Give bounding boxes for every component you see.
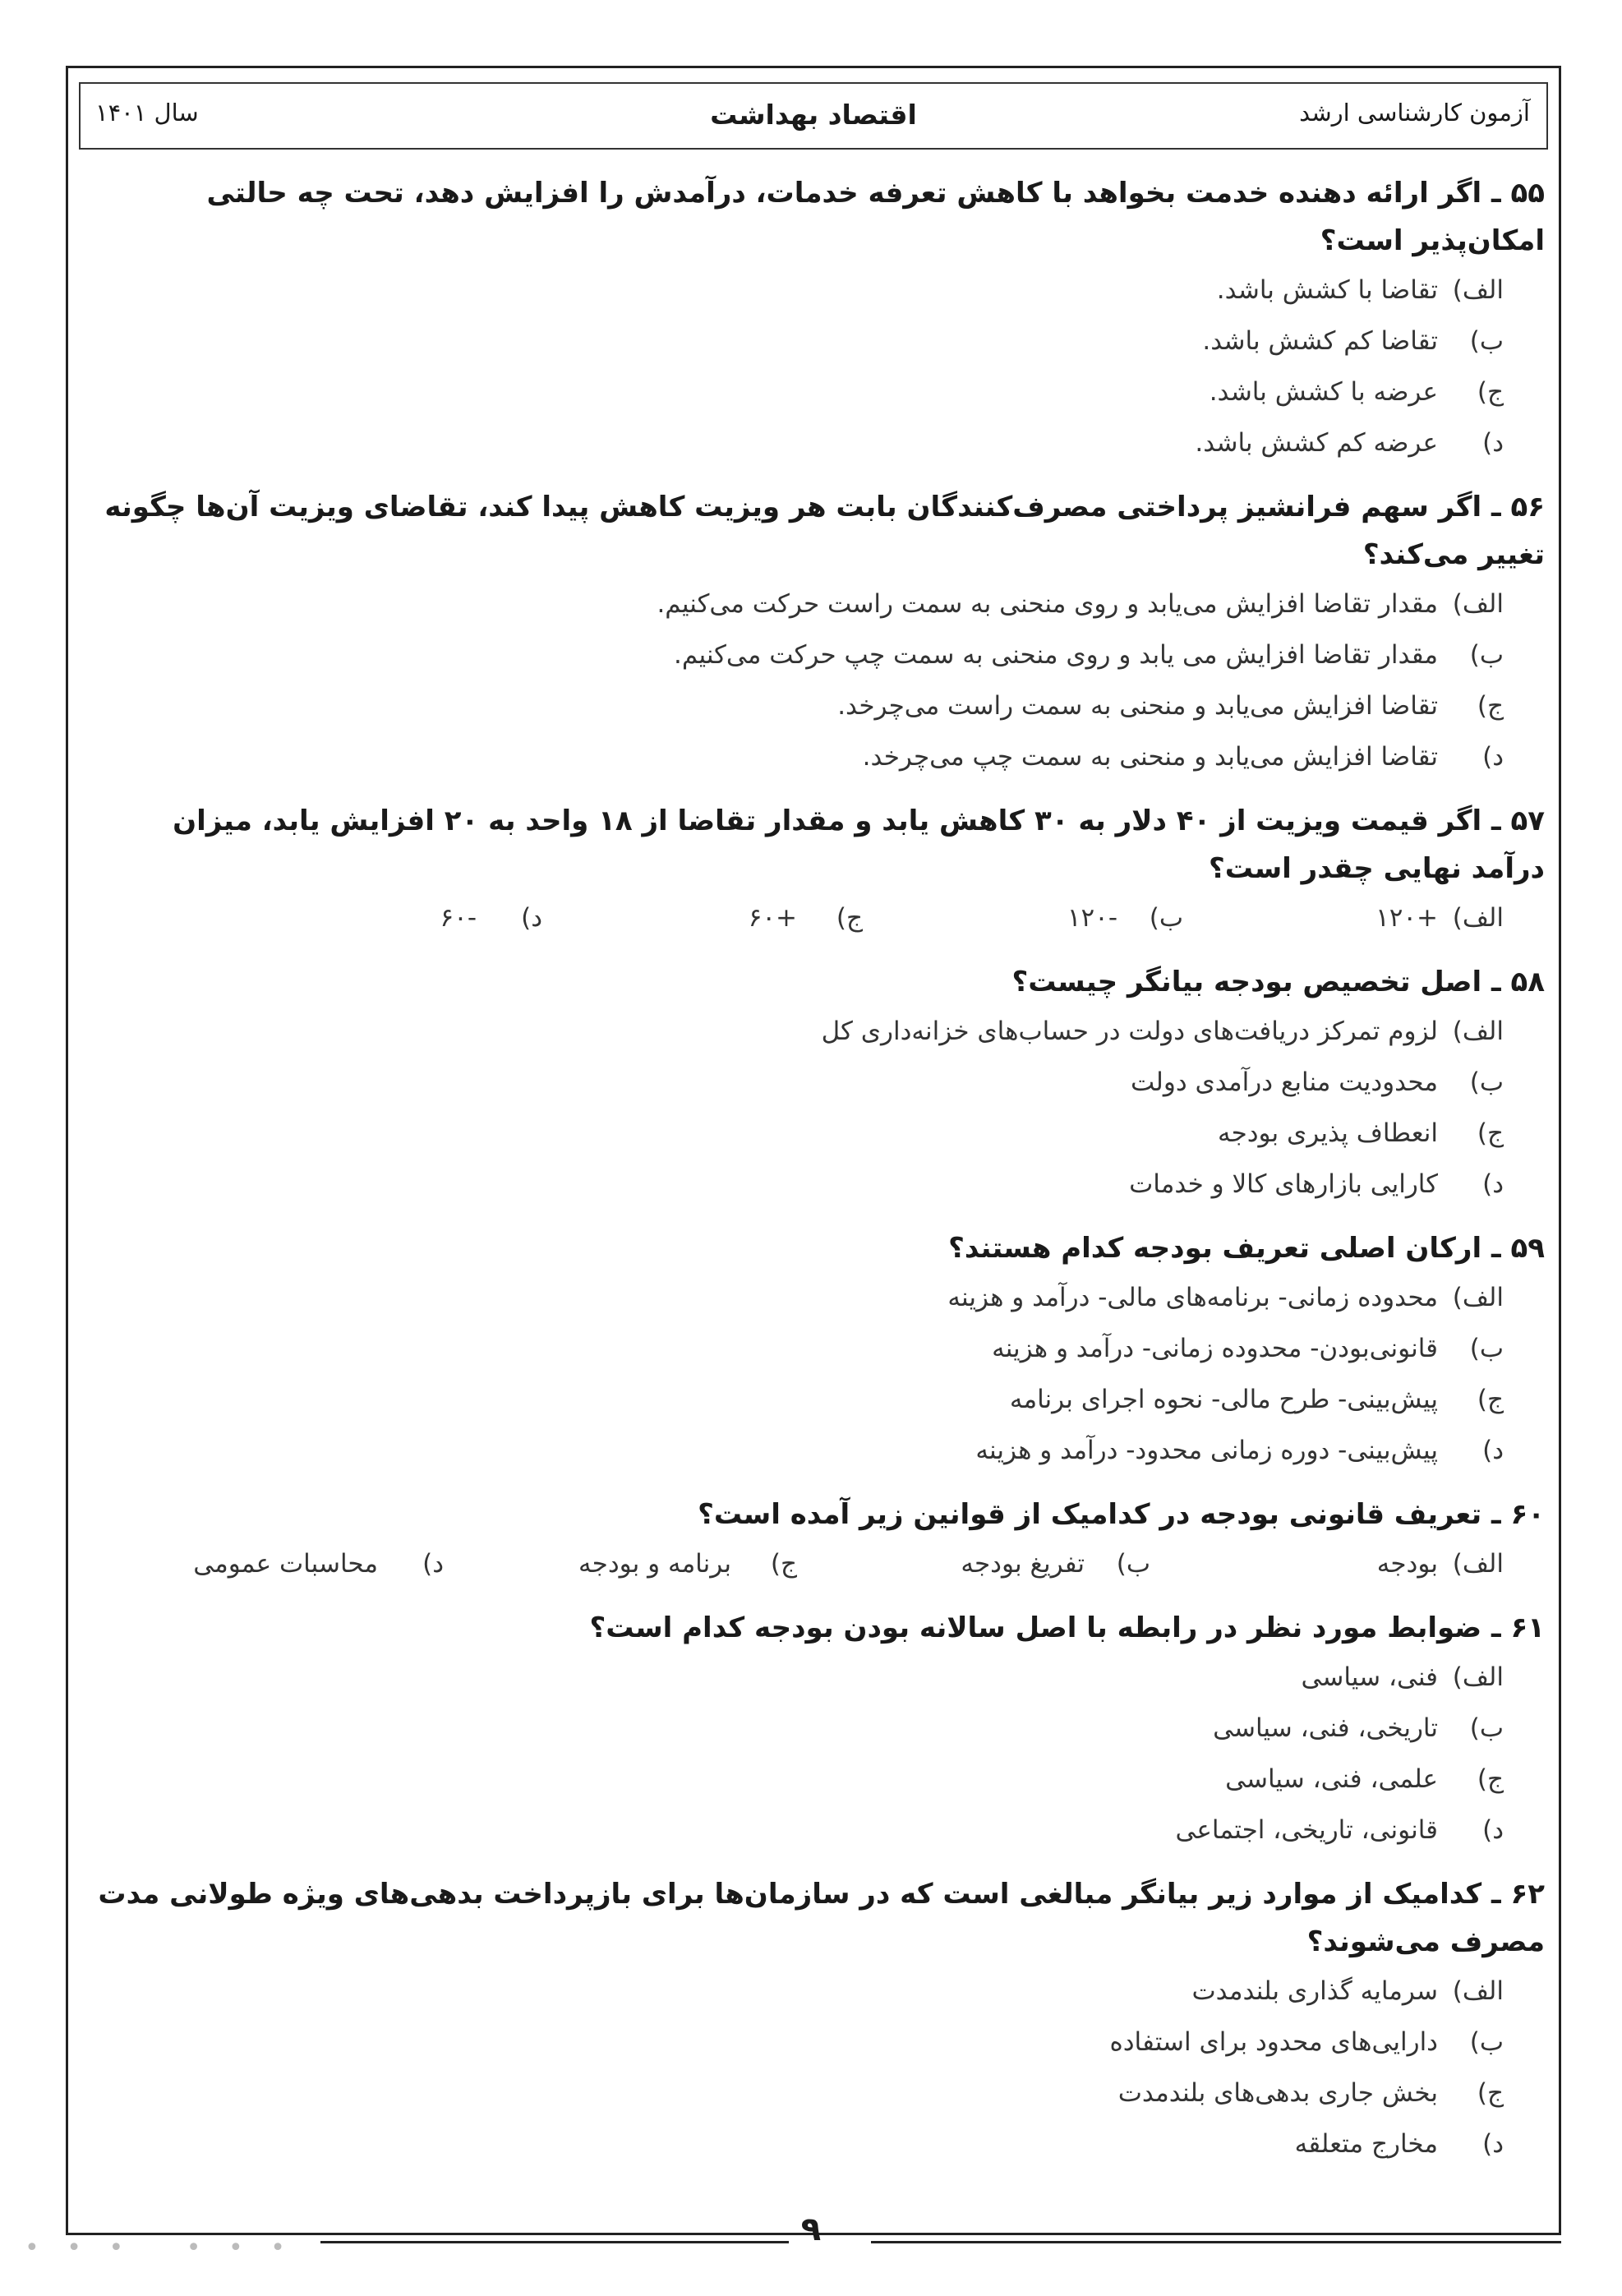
question-number: ۵۸ ـ [1491,966,1545,998]
choice-dal[interactable] [90,731,1504,782]
choice-label: الف) [1452,589,1504,619]
choice-list [90,1006,1545,1210]
choice-label: ب) [1469,640,1504,670]
choice-alef[interactable] [1150,1538,1504,1589]
choice-alef[interactable] [90,1652,1504,1703]
question-55 [90,169,1545,468]
question-number: ۶۰ ـ [1491,1498,1545,1531]
choice-label: ب) [1469,1067,1504,1097]
choice-alef[interactable] [90,579,1504,629]
choice-text: کارایی بازارهای کالا و خدمات [1129,1169,1438,1199]
choice-label: د) [1482,428,1504,458]
choice-alef[interactable] [90,1966,1504,2017]
choice-text: پیش‌بینی- طرح مالی- نحوه اجرای برنامه [1009,1385,1438,1414]
question-text: اگر سهم فرانشیز پرداختی مصرف‌کنندگان بابت هر ویزیت کاهش پیدا کند، تقاضای ویزیت آن‌ها چگونه تغییر می‌کند؟ [104,491,1545,571]
exam-title: آزمون کارشناسی ارشد [1299,99,1530,127]
question-text: ارکان اصلی تعریف بودجه کدام هستند؟ [948,1232,1482,1265]
choice-label: الف) [1452,1549,1504,1579]
choice-text: محدوده زمانی- برنامه‌های مالی- درآمد و هزینه [947,1283,1438,1312]
choice-label: الف) [1452,1017,1504,1046]
choice-dal[interactable] [90,417,1504,468]
question-58 [90,958,1545,1210]
choice-text: محاسبات عمومی [193,1549,378,1579]
choice-text: تفریغ بودجه [961,1549,1085,1579]
question-stem [90,169,1545,265]
choice-jim[interactable] [90,367,1504,417]
question-number: ۵۹ ـ [1491,1232,1545,1265]
choice-text: لزوم تمرکز دریافت‌های دولت در حساب‌های خزانه‌داری کل [821,1017,1438,1046]
choice-text: پیش‌بینی- دوره زمانی محدود- درآمد و هزینه [975,1436,1438,1465]
choice-text: تقاضا با کشش باشد. [1216,275,1438,305]
choice-label: ج) [1477,691,1504,721]
choice-list [90,579,1545,782]
question-text: اصل تخصیص بودجه بیانگر چیست؟ [1011,966,1482,998]
choice-label: ب) [1149,903,1183,933]
choice-text: قانونی‌بودن- محدوده زمانی- درآمد و هزینه [992,1334,1438,1363]
choice-be[interactable] [90,316,1504,367]
choice-text: انعطاف پذیری بودجه [1217,1118,1438,1148]
choice-text: برنامه و بودجه [578,1549,731,1579]
choice-be[interactable] [90,1323,1504,1374]
choice-label: ج) [1477,1118,1504,1148]
choice-label: د) [1482,742,1504,772]
choice-jim[interactable] [90,1108,1504,1159]
choice-dal[interactable] [90,1805,1504,1856]
subject-title: اقتصاد بهداشت [710,99,917,131]
choice-label: ج) [836,903,863,933]
choice-text: تقاضا کم کشش باشد. [1202,326,1438,356]
choice-jim[interactable] [444,1538,797,1589]
question-text: اگر ارائه دهنده خدمت بخواهد با کاهش تعرفه خدمات، درآمدش را افزایش دهد، تحت چه حالتی امکان‌پذیر است؟ [206,177,1545,257]
choice-label: د) [1482,1169,1504,1199]
choice-alef[interactable] [90,1272,1504,1323]
choice-text: بودجه [1376,1549,1438,1579]
question-number: ۵۵ ـ [1491,177,1545,210]
decorative-dots: • • • • • • [25,2234,295,2262]
choice-be[interactable] [90,629,1504,680]
question-text: کدامیک از موارد زیر بیانگر مبالغی است که در سازمان‌ها برای بازپرداخت بدهی‌های ویژه طولانی مدت مصرف می‌شوند؟ [98,1878,1545,1958]
choice-jim[interactable] [90,1374,1504,1425]
choice-label: الف) [1452,1283,1504,1312]
choice-dal[interactable] [222,892,542,943]
choice-text: تقاضا افزایش می‌یابد و منحنی به سمت راست می‌چرخد. [837,691,1438,721]
question-60 [90,1491,1545,1589]
choice-label: الف) [1452,1662,1504,1692]
question-59 [90,1224,1545,1476]
question-stem [90,1224,1545,1272]
choice-text: بخش جاری بدهی‌های بلندمدت [1117,2078,1438,2108]
question-61 [90,1604,1545,1856]
choice-dal[interactable] [90,1425,1504,1476]
choice-text: سرمایه گذاری بلندمدت [1191,1976,1438,2006]
choice-list [90,1538,1545,1589]
choice-jim[interactable] [90,2068,1504,2118]
choice-jim[interactable] [542,892,863,943]
choice-label: ب) [1469,1334,1504,1363]
question-stem [90,1491,1545,1538]
choice-text: -۶۰ [440,903,477,933]
choice-label: ج) [1477,1764,1504,1794]
choice-label: ب) [1469,326,1504,356]
choice-label: د) [422,1549,444,1579]
question-57 [90,797,1545,943]
choice-label: ج) [770,1549,797,1579]
choice-label: ب) [1116,1549,1150,1579]
question-62 [90,1870,1545,2169]
question-56 [90,483,1545,782]
question-number: ۶۲ ـ [1491,1878,1545,1911]
questions-list [90,169,1545,2184]
choice-text: علمی، فنی، سیاسی [1225,1764,1438,1794]
choice-list [90,892,1545,943]
choice-text: -۱۲۰ [1067,903,1117,933]
choice-label: د) [1482,1815,1504,1845]
choice-text: قانونی، تاریخی، اجتماعی [1175,1815,1438,1845]
choice-label: د) [1482,1436,1504,1465]
choice-be[interactable] [90,2017,1504,2068]
choice-text: تقاضا افزایش می‌یابد و منحنی به سمت چپ می‌چرخد. [862,742,1438,772]
choice-text: مقدار تقاضا افزایش می‌یابد و روی منحنی به سمت راست حرکت می‌کنیم. [657,589,1438,619]
choice-label: د) [521,903,542,933]
question-number: ۵۶ ـ [1491,491,1545,523]
choice-text: دارایی‌های محدود برای استفاده [1109,2027,1438,2057]
question-stem [90,797,1545,892]
choice-label: ج) [1477,1385,1504,1414]
question-number: ۵۷ ـ [1491,805,1545,837]
choice-alef[interactable] [1183,892,1504,943]
question-stem [90,483,1545,579]
page-header [79,82,1548,150]
question-text: تعریف قانونی بودجه در کدامیک از قوانین زیر آمده است؟ [698,1498,1482,1531]
choice-text: تاریخی، فنی، سیاسی [1213,1713,1438,1743]
choice-dal[interactable] [90,1159,1504,1210]
choice-text: فنی، سیاسی [1301,1662,1438,1692]
question-text: ضوابط مورد نظر در رابطه با اصل سالانه بودن بودجه کدام است؟ [589,1611,1482,1644]
choice-text: مقدار تقاضا افزایش می یابد و روی منحنی به سمت چپ حرکت می‌کنیم. [673,640,1438,670]
question-stem [90,958,1545,1006]
choice-text: عرضه کم کشش باشد. [1195,428,1438,458]
question-text: اگر قیمت ویزیت از ۴۰ دلار به ۳۰ کاهش یابد و مقدار تقاضا از ۱۸ واحد به ۲۰ افزایش یابد، میزان درآمد نهایی چقدر است؟ [173,805,1545,885]
choice-text: +۱۲۰ [1375,903,1438,933]
choice-alef[interactable] [90,265,1504,316]
choice-label: د) [1482,2129,1504,2159]
choice-text: مخارج متعلقه [1294,2129,1438,2159]
choice-jim[interactable] [90,1754,1504,1805]
exam-year: سال ۱۴۰۱ [95,99,199,127]
choice-text: محدودیت منابع درآمدی دولت [1130,1067,1438,1097]
choice-dal[interactable] [90,1538,444,1589]
choice-label: الف) [1452,1976,1504,2006]
choice-be[interactable] [797,1538,1150,1589]
choice-list [90,1966,1545,2169]
choice-label: ب) [1469,2027,1504,2057]
choice-list [90,265,1545,468]
choice-be[interactable] [90,1057,1504,1108]
choice-jim[interactable] [90,680,1504,731]
question-stem [90,1870,1545,1966]
choice-label: الف) [1452,903,1504,933]
question-number: ۶۱ ـ [1491,1611,1545,1644]
choice-alef[interactable] [90,1006,1504,1057]
choice-dal[interactable] [90,2118,1504,2169]
choice-label: الف) [1452,275,1504,305]
page-number: ۹ [800,2211,822,2248]
choice-label: ج) [1477,377,1504,407]
choice-label: ج) [1477,2078,1504,2108]
choice-list [90,1652,1545,1856]
choice-be[interactable] [863,892,1183,943]
choice-be[interactable] [90,1703,1504,1754]
choice-label: ب) [1469,1713,1504,1743]
choice-text: عرضه با کشش باشد. [1209,377,1438,407]
choice-text: +۶۰ [748,903,797,933]
question-stem [90,1604,1545,1652]
choice-list [90,1272,1545,1476]
